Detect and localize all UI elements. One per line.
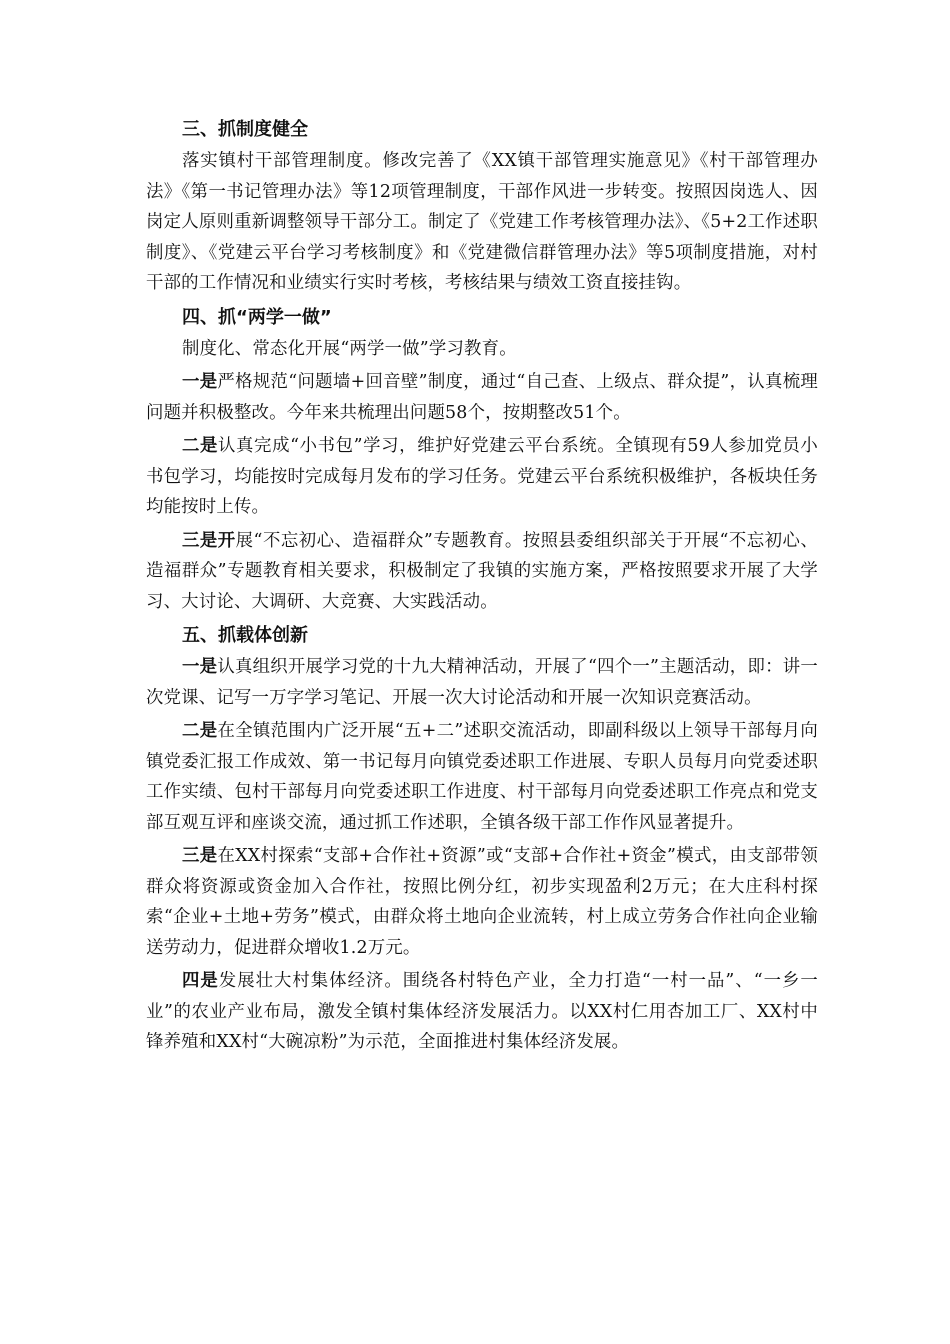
paragraph	[146, 841, 818, 963]
paragraph-text: 认真完成“小书包”学习，维护好党建云平台系统。全镇现有59人参加党员小书包学习，均能按时完成每月发布的学习任务。党建云平台系统积极维护，各板块任务均能按时上传。	[146, 436, 818, 517]
paragraph-text: 制度化、常态化开展“两学一做”学习教育。	[182, 338, 517, 359]
section-heading: 四、抓“两学一做”	[182, 306, 332, 328]
paragraph	[146, 526, 818, 618]
document-page	[146, 114, 818, 1061]
paragraph-text: 展“不忘初心、造福群众”专题教育。按照县委组织部关于开展“不忘初心、造福群众”专题教育相关要求，积极制定了我镇的实施方案，严格按照要求开展了大学习、大讨论、大调研、大竞赛、大实践活动。	[146, 530, 818, 612]
paragraph	[146, 334, 818, 365]
paragraph-text: 落实镇村干部管理制度。修改完善了《XX镇干部管理实施意见》《村干部管理办法》《第一书记管理办法》等12项管理制度，干部作风进一步转变。按照因岗选人、因岗定人原则重新调整领导干部分工。制定了《党建工作考核管理办法》、《5+2工作述职制度》、《党建云平台学习考核制度》和《党建微信群管理办法》等5项制度措施，对村干部的工作情况和业绩实行实时考核，考核结果与绩效工资直接挂钩。	[146, 151, 818, 293]
paragraph-lead: 四是	[182, 971, 219, 991]
paragraph-text: 在XX村探索“支部+合作社+资源”或“支部+合作社+资金”模式，由支部带领群众将资源或资金加入合作社，按照比例分红，初步实现盈利2万元；在大庄科村探索“企业+土地+劳务”模式，由群众将土地向企业流转，村上成立劳务合作社向企业输送劳动力，促进群众增收1.2万元。	[146, 846, 818, 958]
section-heading: 五、抓载体创新	[182, 625, 308, 646]
paragraph	[146, 367, 818, 428]
section-institution	[146, 114, 818, 299]
paragraph-lead: 三是	[182, 846, 218, 866]
section-two-studies	[146, 302, 818, 618]
paragraph-text: 严格规范“问题墙+回音壁”制度，通过“自己查、上级点、群众提”，认真梳理问题并积极整改。今年来共梳理出问题58个，按期整改51个。	[146, 372, 818, 423]
paragraph-text: 在全镇范围内广泛开展“五+二”述职交流活动，即副科级以上领导干部每月向镇党委汇报工作成效、第一书记每月向镇党委述职工作进展、专职人员每月向党委述职工作实绩、包村干部每月向党委述职工作进度、村干部每月向党委述职工作亮点和党支部互观互评和座谈交流，通过抓工作述职，全镇各级干部工作作风显著提升。	[146, 721, 819, 833]
paragraph	[146, 966, 818, 1058]
paragraph	[146, 146, 818, 299]
section-heading: 三、抓制度健全	[182, 119, 308, 140]
paragraph-text: 发展壮大村集体经济。围绕各村特色产业，全力打造“一村一品”、“一乡一业”的农业产业布局，激发全镇村集体经济发展活力。以XX村仁用杏加工厂、XX村中锋养殖和XX村“大碗凉粉”为示范，全面推进村集体经济发展。	[146, 971, 818, 1052]
section-innovation	[146, 620, 818, 1058]
paragraph-lead: 三是开	[182, 530, 236, 551]
paragraph	[146, 652, 818, 713]
paragraph	[146, 716, 818, 838]
paragraph-lead: 一是	[182, 372, 218, 392]
paragraph	[146, 431, 818, 523]
paragraph-lead: 二是	[182, 721, 218, 741]
paragraph-lead: 二是	[182, 436, 219, 456]
paragraph-lead: 一是	[182, 657, 218, 677]
paragraph-text: 认真组织开展学习党的十九大精神活动，开展了“四个一”主题活动，即：讲一次党课、记写一万字学习笔记、开展一次大讨论活动和开展一次知识竞赛活动。	[146, 657, 818, 708]
